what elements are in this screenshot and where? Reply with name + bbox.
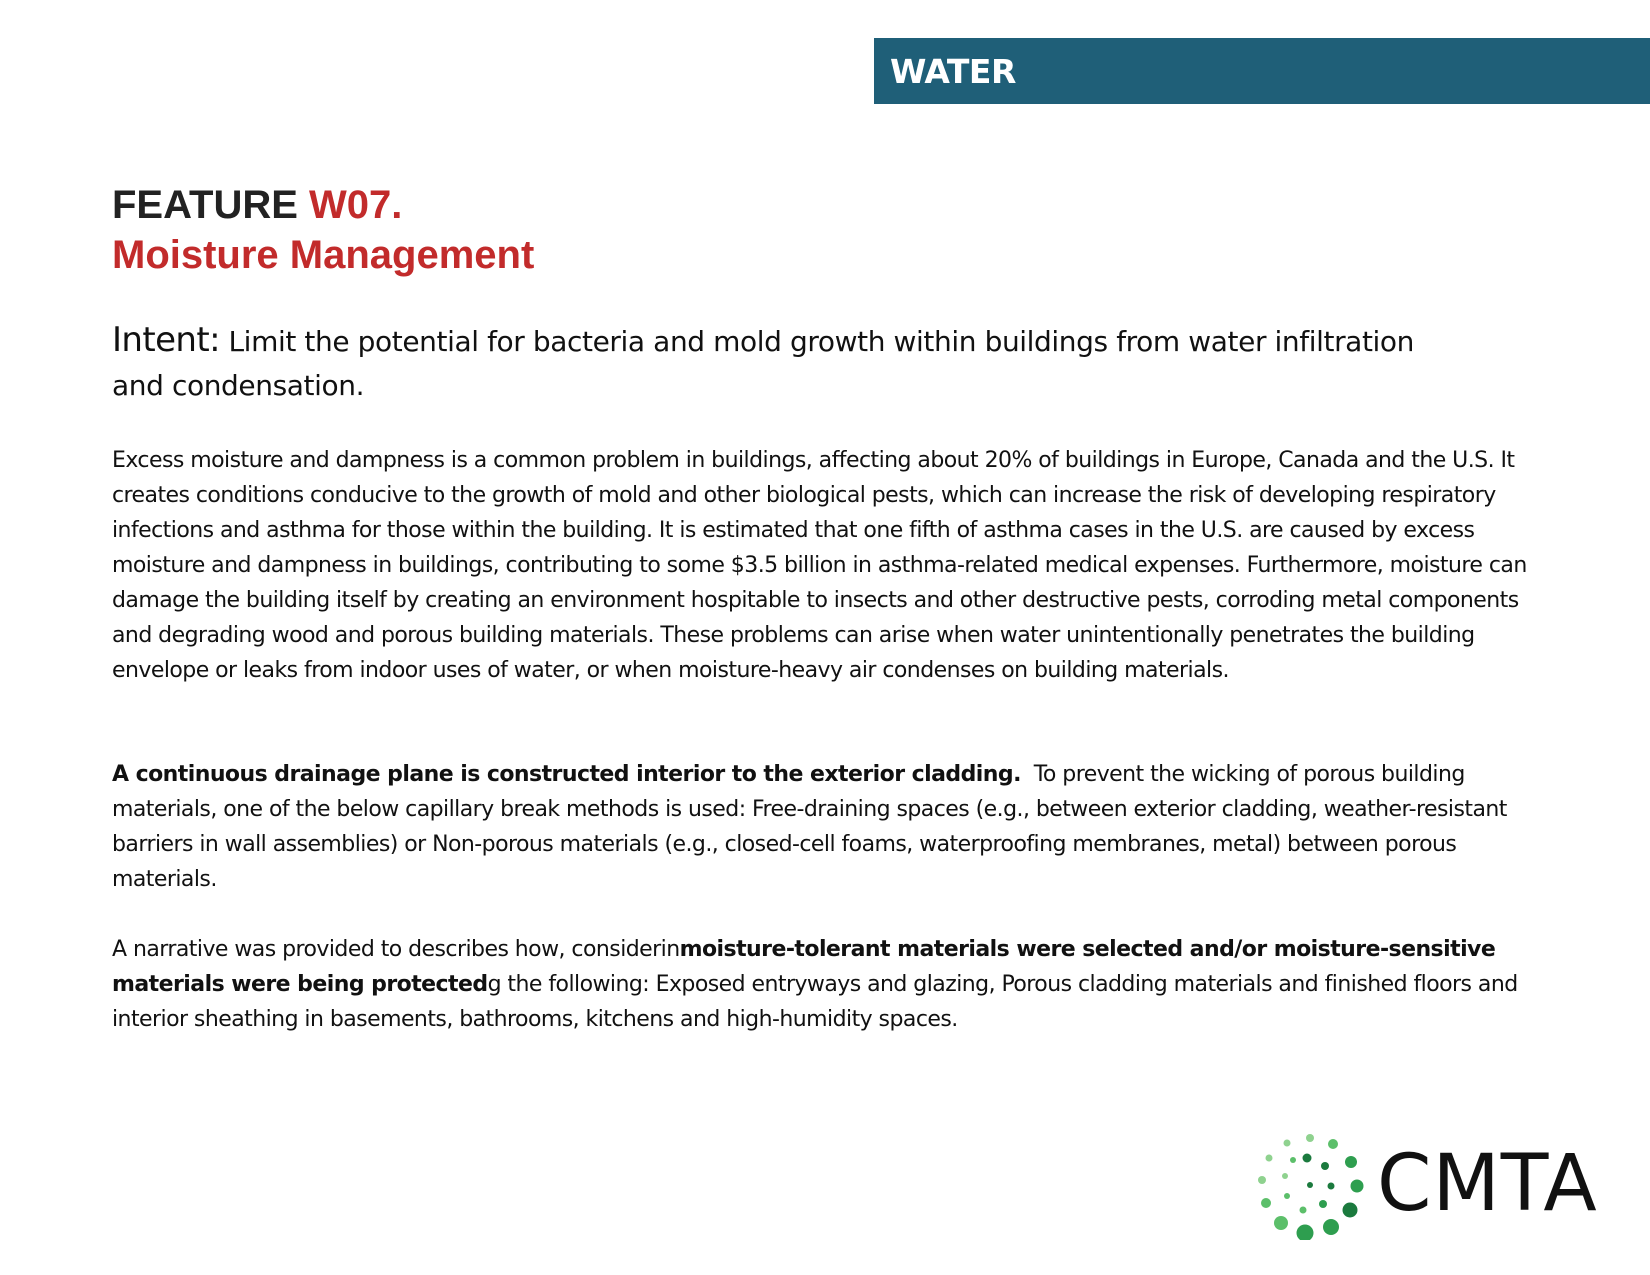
logo-wordmark: CMTA (1377, 1139, 1598, 1229)
intent-text: Limit the potential for bacteria and mold growth within buildings from water infiltration and condensation. (112, 325, 1414, 402)
dot-cluster-logo-icon (1255, 1130, 1365, 1240)
feature-heading (112, 180, 534, 280)
narrative-end: g the following: Exposed entryways and glazing, Porous cladding materials and finished floors and interior sheathing in basements, bathrooms, kitchens and high-humidity spaces. (112, 972, 1518, 1032)
narrative-requirement: moisture-tolerant materials were selected and/or moisture-sensitive materials were being protected (112, 937, 1496, 997)
paragraph-narrative (112, 932, 1542, 1037)
capillary-break-text: To prevent the wicking of porous building materials, one of the below capillary break methods is used: Free-draining spaces (e.g., between exterior cladding, weather-resistant barriers in wall assemblies) or Non-porous materials (e.g., closed-cell foams, waterproofing membranes, metal) between porous materials. (112, 762, 1507, 892)
feature-code: W07. (309, 183, 403, 227)
section-banner (874, 38, 1650, 104)
intent-statement (112, 318, 1442, 408)
cmta-logo (1255, 1130, 1615, 1240)
intent-label: Intent: (112, 320, 220, 360)
drainage-plane-requirement: A continuous drainage plane is constructed interior to the exterior cladding. (112, 762, 1021, 787)
feature-name: Moisture Management (112, 233, 535, 277)
paragraph-drainage-plane (112, 757, 1542, 897)
narrative-start: A narrative was provided to describes how, considerin (112, 937, 680, 962)
feature-prefix: FEATURE (112, 183, 298, 227)
paragraph-background: Excess moisture and dampness is a common problem in buildings, affecting about 20% of buildings in Europe, Canada and the U.S. It creates conditions conducive to the growth of mold and other biological pests, which can increase the risk of developing respiratory infections and asthma for those within the building. It is estimated that one fifth of asthma cases in the U.S. are caused by excess moisture and dampness in buildings, contributing to some $3.5 billion in asthma-related medical expenses. Furthermore, moisture can damage the building itself by creating an environment hospitable to insects and other destructive pests, corroding metal components and degrading wood and porous building materials. These problems can arise when water unintentionally penetrates the building envelope or leaks from indoor uses of water, or when moisture-heavy air condenses on building materials. (112, 448, 1527, 683)
section-label: WATER (890, 51, 1016, 91)
